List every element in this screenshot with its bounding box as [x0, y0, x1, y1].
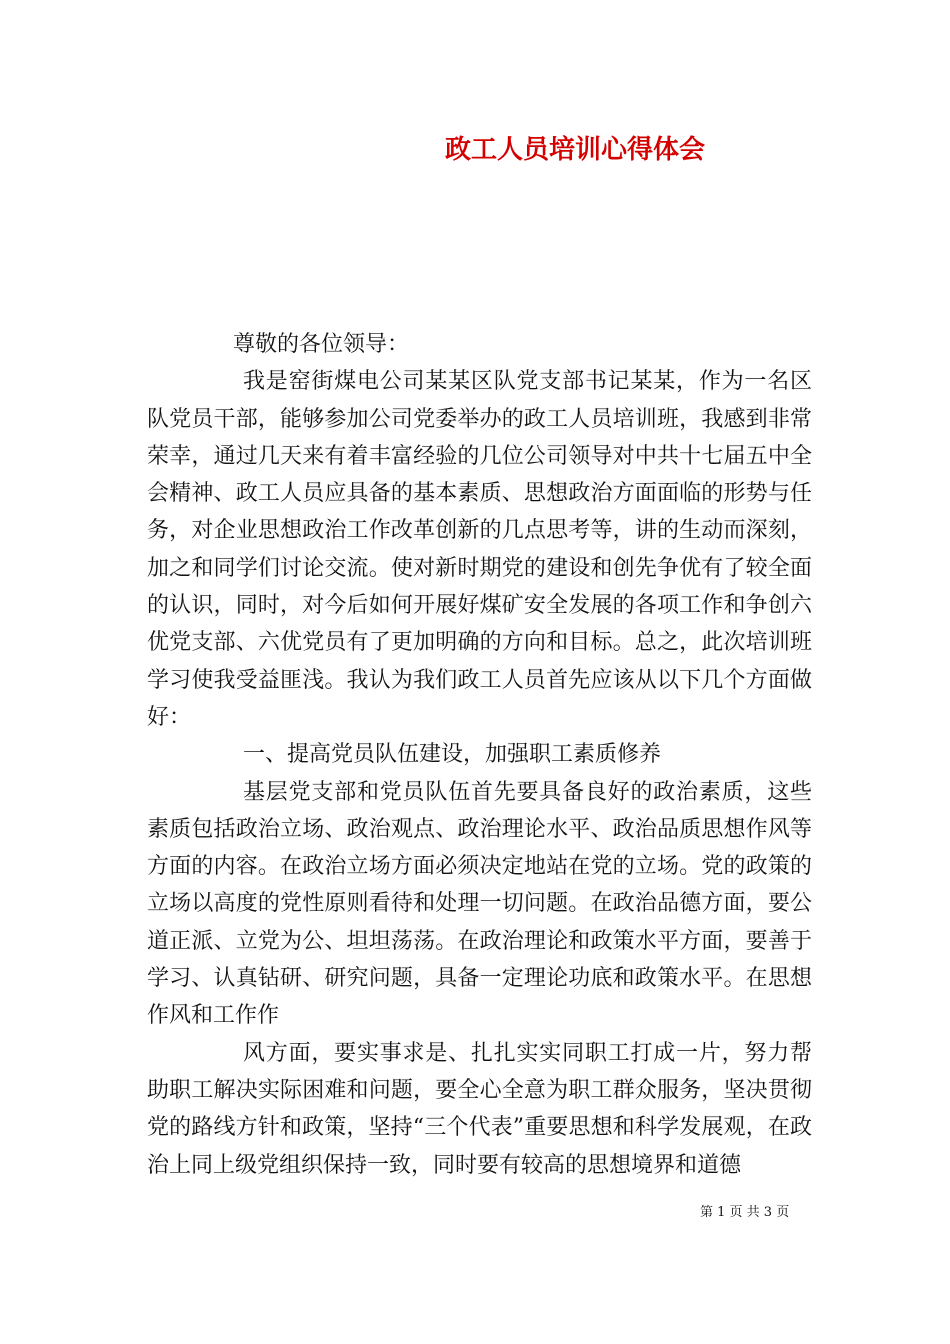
section-heading-1: 一、提高党员队伍建设，加强职工素质修养: [243, 742, 662, 768]
salutation: 尊敬的各位领导：: [233, 332, 410, 357]
page-number: 第 1 页 共 3 页: [700, 1205, 790, 1220]
paragraph-work-style: 风方面，要实事求是、扎扎实实同职工打成一片，努力帮助职工解决实际困难和问题，要全心全意为职工群众服务，坚决贯彻党的路线方针和政策，坚持“三个代表”重要思想和科学发展观，在政治上同上级党组织保持一致，同时要有较高的思想境界和道德: [147, 1040, 812, 1178]
document-title: 政工人员培训心得体会: [444, 135, 705, 165]
document-body: [147, 326, 812, 1184]
paragraph-political-quality: 基层党支部和党员队伍首先要具备良好的政治素质，这些素质包括政治立场、政治观点、政治理论水平、政治品质思想作风等方面的内容。在政治立场方面必须决定地站在党的立场。党的政策的立场以高度的党性原则看待和处理一切问题。在政治品德方面，要公道正派、立党为公、坦坦荡荡。在政治理论和政策水平方面，要善于学习、认真钻研、研究问题，具备一定理论功底和政策水平。在思想作风和工作作: [147, 779, 812, 1029]
paragraph-intro: 我是窑街煤电公司某某区队党支部书记某某，作为一名区队党员干部，能够参加公司党委举办的政工人员培训班，我感到非常荣幸，通过几天来有着丰富经验的几位公司领导对中共十七届五中全会精神、政工人员应具备的基本素质、思想政治方面面临的形势与任务，对企业思想政治工作改革创新的几点思考等，讲的生动而深刻，加之和同学们讨论交流。使对新时期党的建设和创先争优有了较全面的认识，同时，对今后如何开展好煤矿安全发展的各项工作和争创六优党支部、六优党员有了更加明确的方向和目标。总之，此次培训班学习使我受益匪浅。我认为我们政工人员首先应该从以下几个方面做好：: [147, 369, 812, 730]
